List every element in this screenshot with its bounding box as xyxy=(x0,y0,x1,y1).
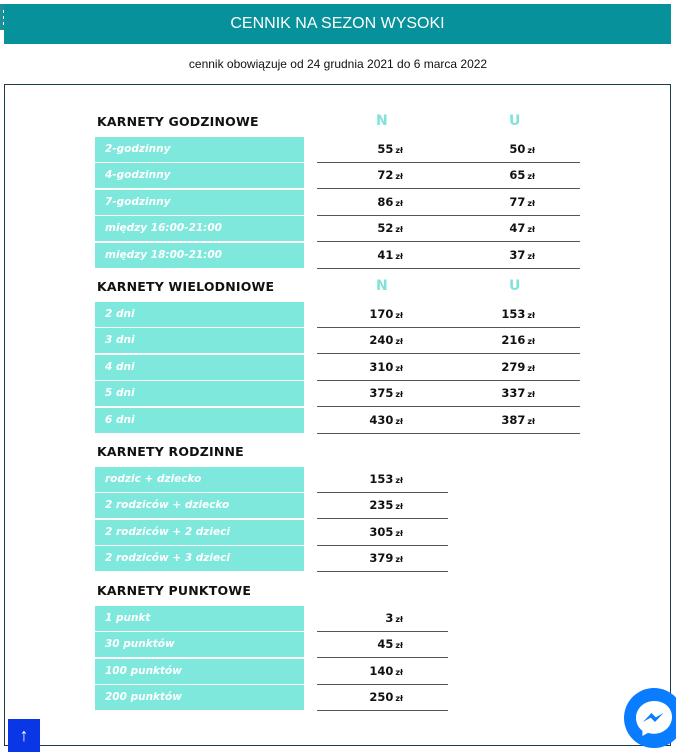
price-cell-n xyxy=(317,520,448,546)
price-value xyxy=(369,413,403,427)
currency-label: zł xyxy=(395,337,403,347)
currency-label: zł xyxy=(395,615,403,624)
price-cell-u xyxy=(448,163,580,189)
column-header-n: N xyxy=(376,278,388,294)
price-amount: 47 xyxy=(509,221,526,236)
price-value xyxy=(369,551,403,565)
messenger-chat-button[interactable] xyxy=(624,688,676,748)
price-cell-u xyxy=(448,328,580,354)
price-row-label: 200 punktów xyxy=(95,685,304,710)
price-amount: 140 xyxy=(369,663,394,678)
price-row-label: 2 rodziców + 2 dzieci xyxy=(95,520,304,545)
price-value xyxy=(377,168,403,182)
price-cell-u xyxy=(448,302,580,328)
price-cell-u xyxy=(448,408,580,434)
price-cell-u xyxy=(448,137,580,163)
price-cell-n xyxy=(317,408,448,434)
price-amount: 305 xyxy=(369,524,394,539)
price-cell-n xyxy=(317,467,448,493)
section-title: KARNETY WIELODNIOWE xyxy=(97,279,275,294)
price-cell-n xyxy=(317,685,448,711)
section-title: KARNETY PUNKTOWE xyxy=(97,583,252,598)
price-value xyxy=(369,664,403,678)
scroll-to-top-button[interactable] xyxy=(8,719,40,752)
price-row-label: 6 dni xyxy=(95,408,304,433)
currency-label: zł xyxy=(395,251,403,261)
price-row-label: 3 dni xyxy=(95,328,304,353)
price-amount: 50 xyxy=(509,142,526,156)
price-value xyxy=(369,333,403,347)
price-value xyxy=(369,360,403,374)
price-amount: 337 xyxy=(501,386,526,401)
price-value xyxy=(509,195,535,209)
currency-label: zł xyxy=(527,416,535,426)
price-value xyxy=(369,472,403,486)
currency-label: zł xyxy=(527,251,535,261)
price-cell-n xyxy=(317,190,448,216)
currency-label: zł xyxy=(395,225,403,235)
currency-label: zł xyxy=(395,667,403,677)
price-cell-n xyxy=(317,659,448,685)
price-row-label: 2-godzinny xyxy=(95,137,304,162)
price-row-label: 5 dni xyxy=(95,381,304,406)
currency-label: zł xyxy=(527,311,535,320)
price-row-label: 2 rodziców + 3 dzieci xyxy=(95,546,304,571)
currency-label: zł xyxy=(527,172,535,182)
price-amount: 279 xyxy=(501,359,526,374)
price-amount: 77 xyxy=(509,194,526,209)
currency-label: zł xyxy=(395,311,403,320)
price-row-label: 4-godzinny xyxy=(95,163,304,188)
price-cell-n xyxy=(317,493,448,519)
price-value xyxy=(509,248,535,262)
price-amount: 430 xyxy=(369,412,394,427)
currency-label: zł xyxy=(395,555,403,565)
price-cell-n xyxy=(317,137,448,163)
price-cell-n xyxy=(317,302,448,328)
price-cell-n xyxy=(317,328,448,354)
currency-label: zł xyxy=(527,198,535,208)
price-value xyxy=(377,637,403,651)
price-value xyxy=(385,611,403,625)
currency-label: zł xyxy=(527,225,535,235)
price-row-label: 7-godzinny xyxy=(95,190,304,215)
price-row-label: między 18:00-21:00 xyxy=(95,243,304,268)
currency-label: zł xyxy=(527,363,535,373)
price-value xyxy=(369,307,403,321)
price-cell-n xyxy=(317,606,448,632)
price-row-label: 100 punktów xyxy=(95,659,304,684)
currency-label: zł xyxy=(395,390,403,400)
price-amount: 379 xyxy=(369,551,394,566)
price-value xyxy=(377,248,403,262)
column-header-u: U xyxy=(509,113,521,129)
price-amount: 41 xyxy=(377,247,394,262)
price-cell-u xyxy=(448,216,580,242)
column-header-n: N xyxy=(376,113,388,129)
currency-label: zł xyxy=(527,337,535,347)
price-value xyxy=(369,525,403,539)
price-value xyxy=(377,142,403,156)
price-value xyxy=(369,690,403,704)
currency-label: zł xyxy=(395,476,403,485)
messenger-icon xyxy=(635,700,673,736)
currency-label: zł xyxy=(395,694,403,704)
currency-label: zł xyxy=(395,502,403,512)
price-amount: 65 xyxy=(509,168,526,183)
arrow-up-icon: ↑ xyxy=(19,725,29,745)
price-cell-n xyxy=(317,216,448,242)
price-value xyxy=(501,386,535,400)
price-amount: 170 xyxy=(369,307,394,321)
currency-label: zł xyxy=(395,146,403,155)
price-amount: 375 xyxy=(369,386,394,401)
currency-label: zł xyxy=(527,390,535,400)
price-value xyxy=(509,168,535,182)
price-value xyxy=(501,360,535,374)
price-value xyxy=(377,221,403,235)
price-amount: 86 xyxy=(377,194,394,209)
currency-label: zł xyxy=(395,172,403,182)
currency-label: zł xyxy=(395,198,403,208)
price-cell-u xyxy=(448,190,580,216)
price-value xyxy=(501,413,535,427)
page-header xyxy=(4,4,671,44)
currency-label: zł xyxy=(527,146,535,155)
price-value xyxy=(509,142,535,156)
column-header-u: U xyxy=(509,278,521,294)
price-amount: 55 xyxy=(377,142,394,156)
price-cell-n xyxy=(317,163,448,189)
price-amount: 3 xyxy=(385,611,394,625)
price-amount: 216 xyxy=(501,333,526,348)
price-value xyxy=(509,221,535,235)
price-value xyxy=(377,195,403,209)
price-row-label: 2 rodziców + dziecko xyxy=(95,493,304,518)
price-amount: 240 xyxy=(369,333,394,348)
price-cell-n xyxy=(317,546,448,572)
currency-label: zł xyxy=(395,363,403,373)
price-value xyxy=(501,333,535,347)
price-cell-u xyxy=(448,243,580,269)
currency-label: zł xyxy=(395,641,403,651)
price-amount: 45 xyxy=(377,637,394,652)
price-cell-n xyxy=(317,355,448,381)
price-row-label: między 16:00-21:00 xyxy=(95,216,304,241)
price-cell-n xyxy=(317,632,448,658)
price-row-label: 30 punktów xyxy=(95,632,304,657)
price-amount: 52 xyxy=(377,221,394,236)
section-title: KARNETY GODZINOWE xyxy=(97,114,259,129)
price-amount: 387 xyxy=(501,412,526,427)
price-amount: 250 xyxy=(369,690,394,705)
price-value xyxy=(369,498,403,512)
price-row-label: 2 dni xyxy=(95,302,304,327)
price-amount: 310 xyxy=(369,359,394,374)
price-amount: 72 xyxy=(377,168,394,183)
page-title: CENNIK NA SEZON WYSOKI xyxy=(230,15,445,32)
price-amount: 235 xyxy=(369,498,394,513)
price-amount: 153 xyxy=(369,472,394,486)
price-row-label: rodzic + dziecko xyxy=(95,467,304,492)
price-cell-n xyxy=(317,381,448,407)
price-amount: 153 xyxy=(501,307,526,321)
price-value xyxy=(501,307,535,321)
currency-label: zł xyxy=(395,528,403,538)
price-cell-n xyxy=(317,243,448,269)
price-row-label: 1 punkt xyxy=(95,606,304,631)
price-row-label: 4 dni xyxy=(95,355,304,380)
price-cell-u xyxy=(448,355,580,381)
currency-label: zł xyxy=(395,416,403,426)
price-value xyxy=(369,386,403,400)
section-title: KARNETY RODZINNE xyxy=(97,444,244,459)
price-amount: 37 xyxy=(509,247,526,262)
price-cell-u xyxy=(448,381,580,407)
price-validity-note: cennik obowiązuje od 24 grudnia 2021 do 6 marca 2022 xyxy=(188,57,488,71)
